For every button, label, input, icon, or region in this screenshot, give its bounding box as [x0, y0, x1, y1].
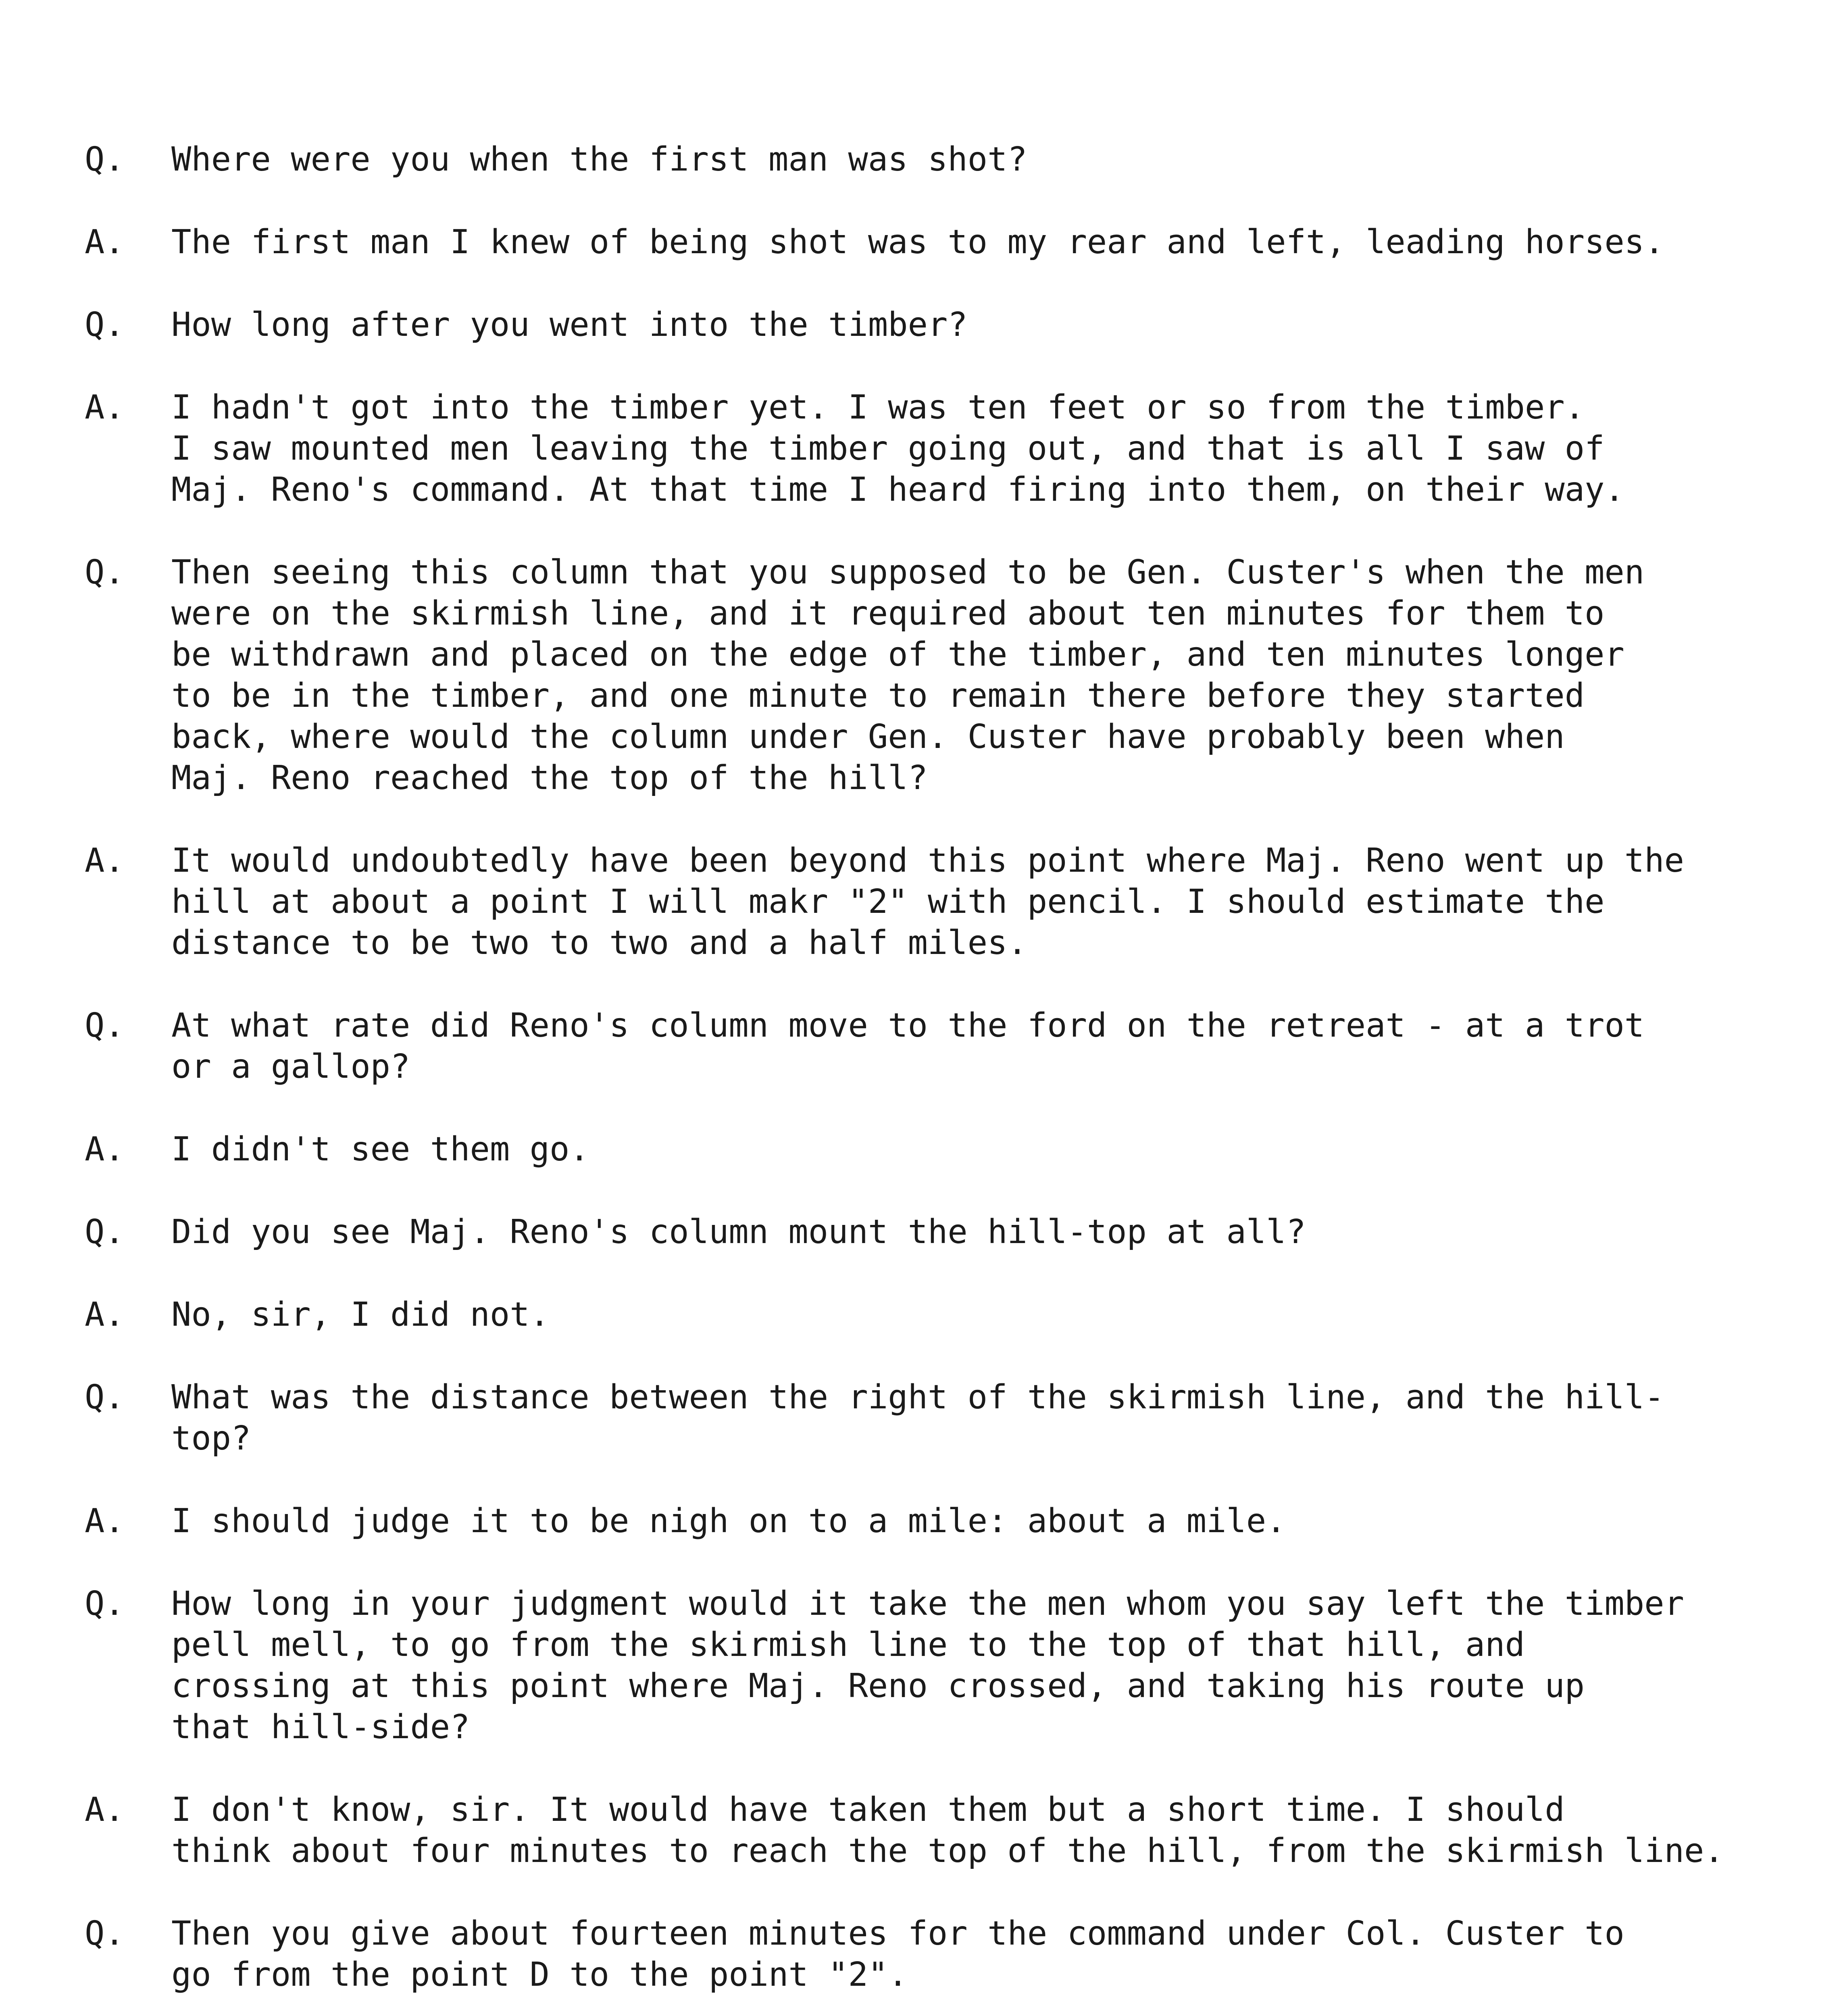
entry-marker: A.: [85, 1502, 125, 1540]
entry-marker: Q.: [85, 306, 125, 344]
question-entry: [85, 1212, 1758, 1253]
entry-marker: Q.: [85, 553, 125, 591]
entry-marker: Q.: [85, 1213, 125, 1251]
question-entry: [85, 1005, 1758, 1087]
entry-marker: A.: [85, 1791, 125, 1829]
question-entry: [85, 1377, 1758, 1459]
entry-text: Did you see Maj. Reno's column mount the hill-top at all?: [171, 1213, 1306, 1251]
answer-entry: [85, 222, 1758, 263]
entry-text: Then seeing this column that you supposed to be Gen. Custer's when the men were on the skirmish line, and it required about ten minutes for them to be withdrawn and placed on the edge of the timber, and ten minutes longer to be in the timber, and one minute to remain there before they started back, where would the column under Gen. Custer have probably been when Maj. Reno reached the top of the hill?: [171, 553, 1645, 797]
entry-text: I didn't see them go.: [171, 1130, 589, 1168]
answer-entry: [85, 387, 1758, 510]
entry-text: It would undoubtedly have been beyond this point where Maj. Reno went up the hill at about a point I will makr "2" with pencil. I should estimate the distance to be two to two and a half miles.: [171, 841, 1684, 962]
entry-text: At what rate did Reno's column move to the ford on the retreat - at a trot or a gallop?: [171, 1006, 1645, 1086]
entry-text: How long in your judgment would it take the men whom you say left the timber pell mell, to go from the skirmish line to the top of that hill, and crossing at this point where Maj. Reno crossed, and taking his route up that hill-side?: [171, 1585, 1684, 1746]
answer-entry: [85, 1129, 1758, 1170]
entry-marker: A.: [85, 223, 125, 261]
answer-entry: [85, 1501, 1758, 1542]
entry-marker: Q.: [85, 1378, 125, 1416]
entry-marker: Q.: [85, 1914, 125, 1953]
entry-text: Then you give about fourteen minutes for the command under Col. Custer to go from the point D to the point "2".: [171, 1914, 1624, 1994]
answer-entry: [85, 840, 1758, 964]
entry-text: The first man I knew of being shot was to my rear and left, leading horses.: [171, 223, 1664, 261]
entry-text: I should judge it to be nigh on to a mile: about a mile.: [171, 1502, 1286, 1540]
entry-text: I hadn't got into the timber yet. I was ten feet or so from the timber. I saw mounted men leaving the timber going out, and that is all I saw of Maj. Reno's command. At that time I heard firing into them, on their way.: [171, 388, 1624, 509]
entry-marker: A.: [85, 1295, 125, 1334]
entry-text: Where were you when the first man was shot?: [171, 140, 1027, 179]
question-entry: [85, 139, 1758, 180]
question-entry: [85, 1583, 1758, 1748]
entry-marker: Q.: [85, 140, 125, 179]
question-entry: [85, 304, 1758, 346]
entry-marker: Q.: [85, 1006, 125, 1045]
entry-marker: A.: [85, 1130, 125, 1168]
entry-marker: A.: [85, 841, 125, 880]
entry-text: How long after you went into the timber?: [171, 306, 968, 344]
entry-marker: A.: [85, 388, 125, 427]
testimony-transcript: [85, 139, 1758, 2016]
answer-entry: [85, 1294, 1758, 1335]
entry-text: What was the distance between the right of the skirmish line, and the hill- top?: [171, 1378, 1664, 1458]
entry-text: No, sir, I did not.: [171, 1295, 550, 1334]
entry-marker: Q.: [85, 1585, 125, 1623]
answer-entry: [85, 1789, 1758, 1872]
question-entry: [85, 1913, 1758, 1995]
entry-text: I don't know, sir. It would have taken them but a short time. I should think about four minutes to reach the top of the hill, from the skirmish line.: [171, 1791, 1724, 1870]
question-entry: [85, 552, 1758, 799]
